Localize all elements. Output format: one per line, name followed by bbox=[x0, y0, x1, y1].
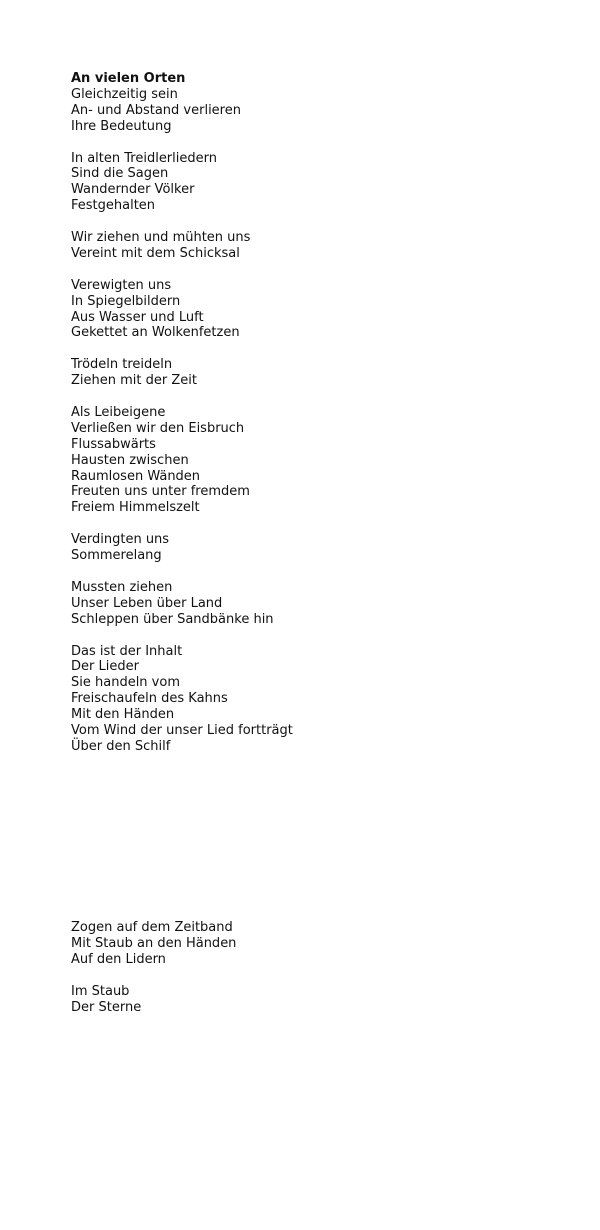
stanza-6 bbox=[71, 405, 571, 516]
poem-line: Verließen wir den Eisbruch bbox=[71, 420, 245, 436]
stanza-1 bbox=[71, 87, 571, 135]
poem-line: Schleppen über Sandbänke hin bbox=[71, 611, 274, 627]
poem-line: In alten Treidlerliedern bbox=[71, 150, 217, 166]
poem-line: Flussabwärts bbox=[71, 436, 156, 452]
poem-line: Sind die Sagen bbox=[71, 166, 169, 182]
poem-part-2 bbox=[71, 920, 571, 1031]
poem-line: In Spiegelbildern bbox=[71, 293, 181, 309]
poem-line: Der Lieder bbox=[71, 659, 139, 675]
poem-line: Freuten uns unter fremdem bbox=[71, 484, 250, 500]
poem-title: An vielen Orten bbox=[71, 71, 186, 86]
stanza-3 bbox=[71, 230, 571, 262]
poem-line: An- und Abstand verlieren bbox=[71, 102, 241, 118]
poem-line: Zogen auf dem Zeitband bbox=[71, 920, 233, 935]
poem-line: Freiem Himmelszelt bbox=[71, 500, 200, 516]
poem-line: Der Sterne bbox=[71, 999, 142, 1015]
stanza-8 bbox=[71, 580, 571, 628]
poem-line: Vom Wind der unser Lied fortträgt bbox=[71, 723, 293, 739]
poem-line: Unser Leben über Land bbox=[71, 595, 223, 611]
poem-line: Ziehen mit der Zeit bbox=[71, 373, 197, 389]
stanza-11 bbox=[71, 984, 571, 1016]
poem-line: Im Staub bbox=[71, 983, 130, 999]
poem-line: Als Leibeigene bbox=[71, 404, 166, 420]
poem-line: Sie handeln vom bbox=[71, 675, 180, 691]
poem-line: Hausten zwischen bbox=[71, 452, 189, 468]
poem-part-1 bbox=[71, 71, 571, 771]
poem-line: Verewigten uns bbox=[71, 277, 172, 293]
poem-line: Wir ziehen und mühten uns bbox=[71, 230, 251, 246]
poem-line: Festgehalten bbox=[71, 198, 156, 214]
poem-line: Ihre Bedeutung bbox=[71, 118, 172, 134]
poem-line: Über den Schilf bbox=[71, 738, 171, 754]
poem-line: Sommerelang bbox=[71, 548, 162, 564]
poem-line: Raumlosen Wänden bbox=[71, 468, 201, 484]
poem-line: Vereint mit dem Schicksal bbox=[71, 245, 240, 261]
poem-line: Aus Wasser und Luft bbox=[71, 309, 204, 325]
poem-line: Freischaufeln des Kahns bbox=[71, 691, 228, 707]
poem-line: Gekettet an Wolkenfetzen bbox=[71, 325, 240, 341]
poem-line: Mussten ziehen bbox=[71, 579, 173, 595]
poem-line: Mit Staub an den Händen bbox=[71, 935, 237, 951]
stanza-4 bbox=[71, 278, 571, 342]
stanza-2 bbox=[71, 151, 571, 215]
stanza-7 bbox=[71, 532, 571, 564]
poem-line: Wandernder Völker bbox=[71, 182, 195, 198]
poem-line: Das ist der Inhalt bbox=[71, 643, 183, 659]
stanza-5 bbox=[71, 357, 571, 389]
stanza-9 bbox=[71, 644, 571, 755]
poem-line: Auf den Lidern bbox=[71, 951, 166, 967]
poem-line: Trödeln treideln bbox=[71, 357, 173, 373]
stanza-10 bbox=[71, 920, 571, 968]
poem-line: Verdingten uns bbox=[71, 532, 170, 548]
poem-line: Mit den Händen bbox=[71, 707, 175, 723]
poem-line: Gleichzeitig sein bbox=[71, 86, 178, 102]
